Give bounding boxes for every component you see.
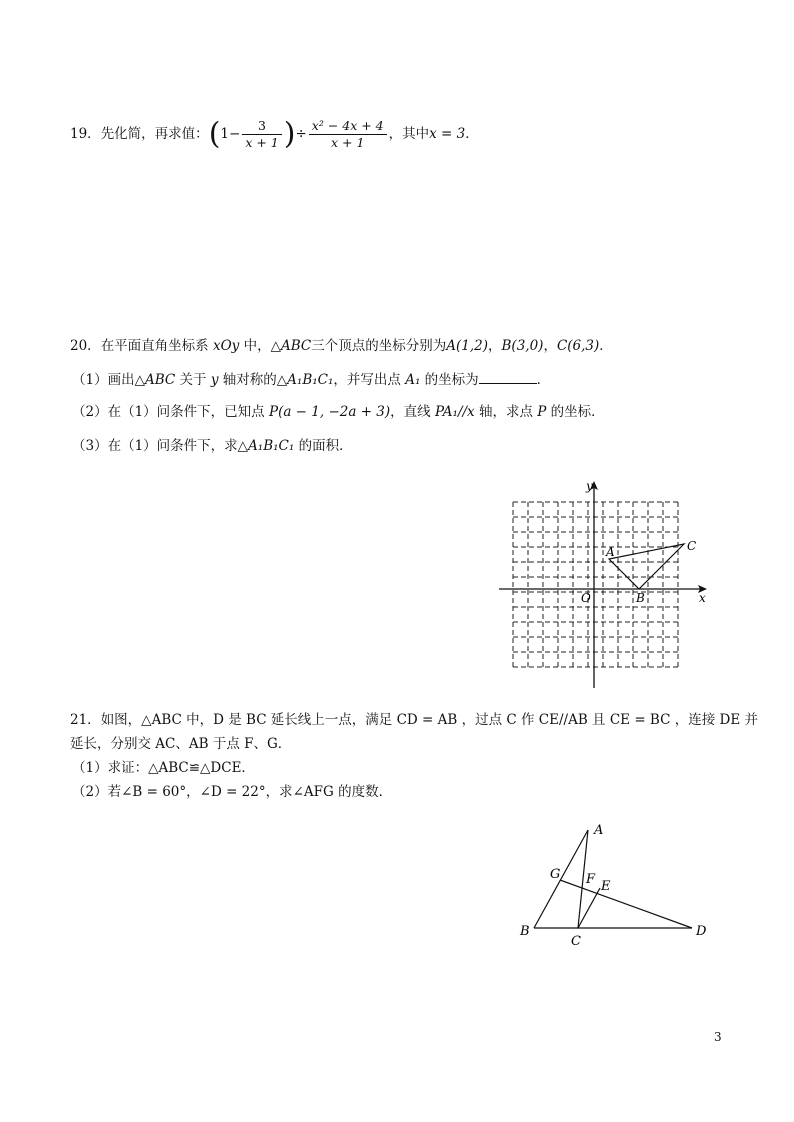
q20-p1-mid: 关于 — [179, 372, 207, 388]
q19-frac2-den: x + 1 — [330, 135, 365, 150]
q20-point-c: C(6,3) — [556, 338, 600, 354]
q20-p1-y: y — [210, 372, 219, 388]
question-19 — [70, 118, 479, 151]
q19-fraction-1 — [242, 118, 281, 151]
label-b: B — [520, 924, 530, 939]
q20-sep2: ， — [543, 338, 557, 354]
question-21-line1 — [70, 710, 758, 730]
segment-dg — [560, 880, 692, 928]
q19-cond-eq: x = 3 — [429, 126, 466, 142]
q20-p1-label: （1）画出△ — [72, 372, 145, 388]
label-f: F — [586, 872, 596, 887]
q19-frac1-num: 3 — [242, 118, 281, 135]
label-a: A — [594, 823, 604, 838]
q20-stem-sys: xOy — [212, 338, 240, 354]
q20-stem-c: 三个顶点的坐标分别为 — [311, 338, 447, 354]
q19-number: 19． — [70, 126, 101, 142]
q20-p3-end: 的面积． — [298, 438, 353, 454]
q20-stem-b: 中，△ — [243, 338, 281, 354]
q19-cond-end: ． — [465, 126, 479, 142]
q19-one: 1 — [220, 126, 229, 142]
q21-number: 21． — [70, 712, 101, 728]
triangle-abc — [609, 544, 684, 589]
q20-p2-mid: ，直线 — [390, 404, 431, 420]
point-c-label: C — [687, 539, 697, 553]
q20-p1-abc: ABC — [144, 372, 176, 388]
q20-p2-end2: 的坐标． — [550, 404, 605, 420]
q20-p2-p: P — [537, 404, 547, 420]
q19-frac2-num: x² − 4x + 4 — [309, 118, 387, 135]
q19-fraction-2 — [309, 118, 387, 151]
q20-part-3 — [72, 436, 353, 456]
label-c: C — [571, 934, 581, 949]
q20-p2-point: P(a − 1, −2a + 3) — [268, 404, 391, 420]
q20-part-2 — [72, 402, 605, 422]
q20-number: 20． — [70, 338, 101, 354]
geometry-figure — [510, 818, 720, 950]
left-paren: ( — [208, 116, 221, 152]
q20-p1-dot: ． — [536, 372, 551, 388]
q21-part-1 — [72, 758, 255, 778]
q20-p1-mid2: 轴对称的△ — [222, 372, 288, 388]
q20-part-1 — [72, 370, 550, 390]
q21-p2: （2）若∠B = 60°，∠D = 22°，求∠AFG 的度数． — [72, 784, 393, 800]
question-20-stem — [70, 336, 613, 356]
label-e: E — [601, 879, 611, 894]
coordinate-grid-figure — [495, 478, 715, 692]
q20-sep1: ， — [488, 338, 502, 354]
point-b-label: B — [636, 591, 645, 605]
q20-stem-a: 在平面直角坐标系 — [100, 338, 209, 354]
q20-p2-line: PA₁//x — [434, 404, 475, 420]
q20-p2-label: （2）在（1）问条件下，已知点 — [72, 404, 265, 420]
question-21-line2 — [70, 734, 291, 754]
page-number: 3 — [714, 1030, 722, 1044]
q21-p1: （1）求证：△ABC≌△DCE． — [72, 760, 255, 776]
q20-point-b: B(3,0) — [501, 338, 544, 354]
q20-p1-tri: A₁B₁C₁ — [287, 372, 334, 388]
q21-part-2 — [72, 782, 392, 802]
q20-stem-abc: ABC — [280, 338, 312, 354]
q19-minus: − — [229, 126, 241, 142]
q20-p1-a1: A₁ — [405, 372, 421, 388]
q19-cond-prefix: ，其中 — [388, 126, 430, 142]
q21-stem1: 如图，△ABC 中，D 是 BC 延长线上一点，满足 CD = AB ，过点 C 作 CE//AB 且 CE = BC ，连接 DE 并 — [100, 712, 758, 728]
q19-intro: 先化简，再求值： — [100, 126, 209, 142]
q21-stem2: 延长，分别交 AC、AB 于点 F、G． — [70, 736, 292, 752]
axis-x-label: x — [699, 591, 706, 605]
q20-p1-end: ，并写出点 — [333, 372, 401, 388]
q20-p3-label: （3）在（1）问条件下，求△ — [72, 438, 249, 454]
answer-blank — [479, 370, 537, 384]
axis-y-label: y — [586, 479, 593, 493]
point-a-label: A — [606, 545, 615, 559]
label-g: G — [550, 867, 561, 882]
q20-p3-tri: A₁B₁C₁ — [248, 438, 295, 454]
q20-p2-end: 轴，求点 — [478, 404, 533, 420]
q20-point-a: A(1,2) — [446, 338, 488, 354]
q19-frac1-den: x + 1 — [245, 135, 279, 150]
origin-label: O — [581, 591, 591, 605]
grid-lines — [513, 502, 678, 667]
label-d: D — [696, 924, 707, 939]
q20-end: ． — [599, 338, 613, 354]
q19-div: ÷ — [295, 126, 307, 142]
q20-p1-end2: 的坐标为 — [424, 372, 479, 388]
right-paren: ) — [283, 116, 296, 152]
